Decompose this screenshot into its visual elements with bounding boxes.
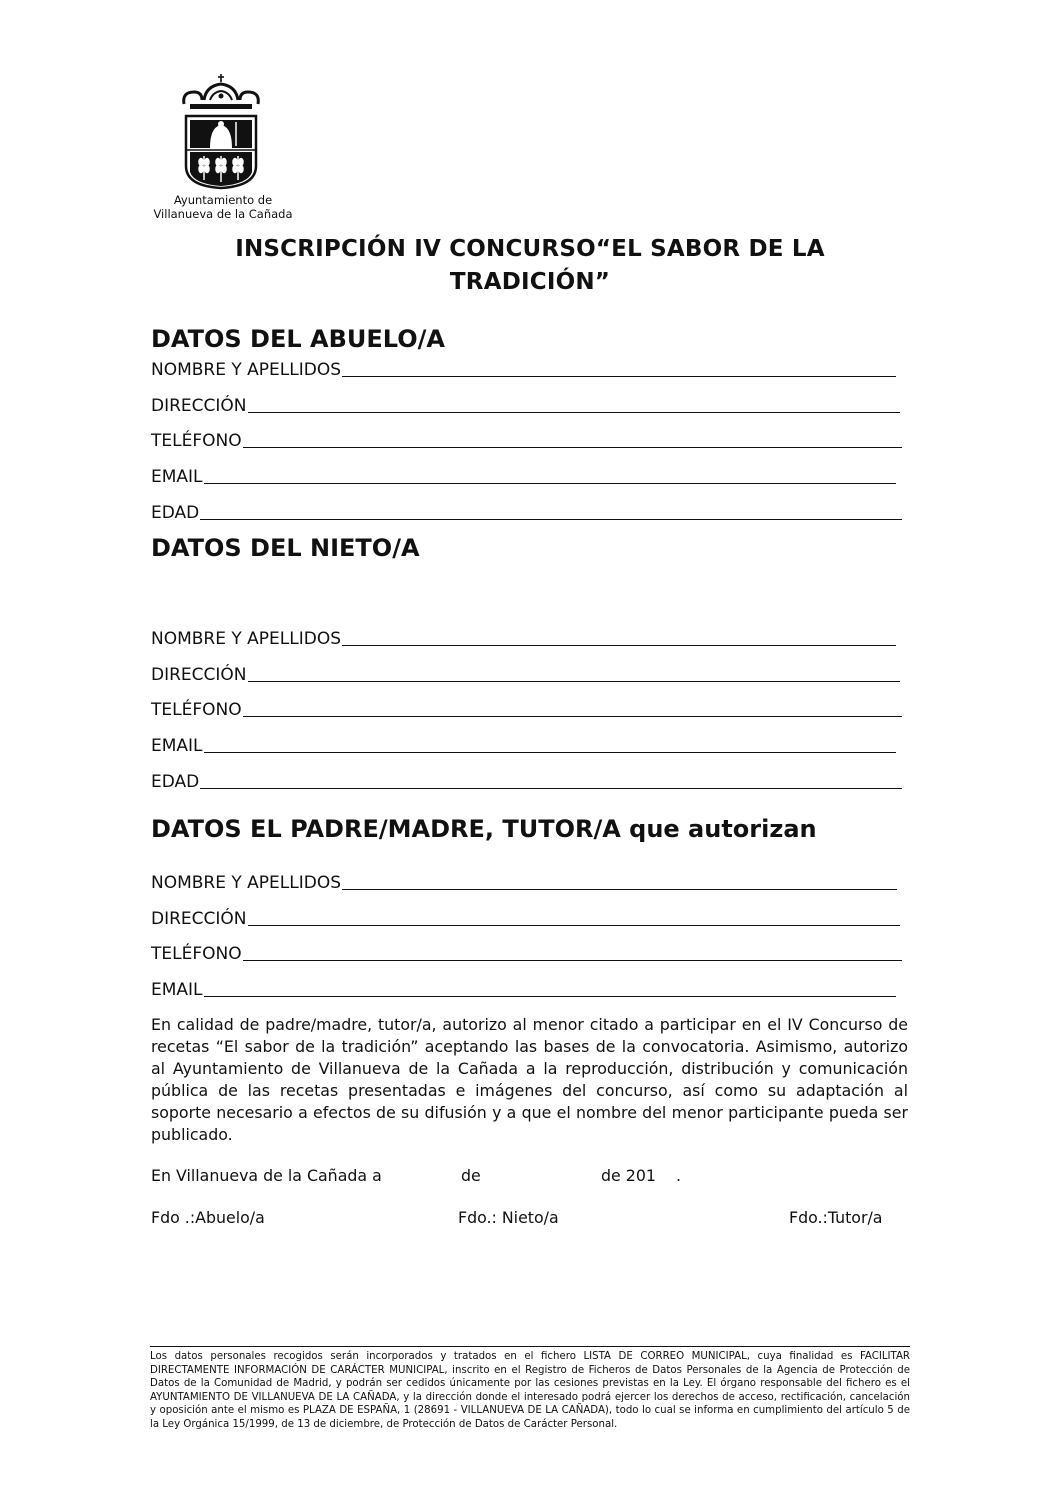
- field-line-input[interactable]: [248, 680, 900, 682]
- section-heading-nieto: DATOS DEL NIETO/A: [151, 534, 420, 562]
- field-label: EDAD: [151, 503, 200, 523]
- org-name-line2: Villanueva de la Cañada: [153, 207, 293, 221]
- field-label: TELÉFONO: [151, 944, 242, 964]
- field-label: TELÉFONO: [151, 431, 242, 451]
- field-row-nieto-nombre: [151, 623, 896, 649]
- field-label: EDAD: [151, 772, 200, 792]
- section-heading-tutor: DATOS EL PADRE/MADRE, TUTOR/A que autorizan: [151, 815, 817, 843]
- field-line-input[interactable]: [342, 888, 897, 890]
- org-name-line1: Ayuntamiento de: [173, 193, 273, 207]
- authorization-paragraph: En calidad de padre/madre, tutor/a, autorizo al menor citado a participar en el IV Concurso de recetas “El sabor de la tradición” aceptando las bases de la convocatoria. Asimismo, autorizo al Ayuntamiento de Villanueva de la Cañada a la reproducción, distribución y comunicación pública de las recetas presentadas e imágenes del concurso, así como su adaptación al soporte necesario a efectos de su difusión y a que el nombre del menor participante pueda ser publicado.: [151, 1015, 908, 1144]
- field-label: NOMBRE Y APELLIDOS: [151, 873, 342, 893]
- field-label: DIRECCIÓN: [151, 665, 247, 685]
- field-line-input[interactable]: [204, 751, 896, 753]
- field-line-input[interactable]: [200, 787, 902, 789]
- field-label: DIRECCIÓN: [151, 909, 247, 929]
- field-label: EMAIL: [151, 467, 203, 487]
- coat-of-arms-logo: [180, 74, 262, 190]
- field-label: EMAIL: [151, 980, 203, 1000]
- signature-nieto: Fdo.: Nieto/a: [458, 1208, 559, 1227]
- field-row-abuelo-telefono: [151, 425, 902, 451]
- field-label: DIRECCIÓN: [151, 396, 247, 416]
- data-protection-notice: Los datos personales recogidos serán incorporados y tratados en el fichero LISTA DE CORREO MUNICIPAL, cuya finalidad es FACILITAR DIRECTAMENTE INFORMACIÓN DE CARÁCTER MUNICIPAL, inscrito en el Registro de Ficheros de Datos Personales de la Agencia de Protección de Datos de la Comunidad de Madrid, y podrán ser cedidos únicamente por las cesiones previstas en la Ley. El órgano responsable del fichero es el AYUNTAMIENTO DE VILLANUEVA DE LA CAÑADA, y la dirección donde el interesado podrá ejercer los derechos de acceso, rectificación, cancelación y oposición ante el mismo es PLAZA DE ESPAÑA, 1 (28691 - VILLANUEVA DE LA CAÑADA), todo lo cual se informa en cumplimiento del artículo 5 de la Ley Orgánica 15/1999, de 13 de diciembre, de Protección de Datos de Carácter Personal.: [150, 1351, 910, 1430]
- field-label: NOMBRE Y APELLIDOS: [151, 360, 342, 380]
- field-row-nieto-telefono: [151, 694, 902, 720]
- form-title-line1: INSCRIPCIÓN IV CONCURSO“EL SABOR DE LA: [235, 236, 825, 262]
- field-line-input[interactable]: [243, 959, 902, 961]
- field-row-nieto-email: [151, 730, 896, 756]
- field-row-nieto-direccion: [151, 659, 900, 685]
- signature-abuelo: Fdo .:Abuelo/a: [151, 1208, 265, 1227]
- field-line-input[interactable]: [243, 446, 902, 448]
- field-row-tutor-direccion: [151, 903, 900, 929]
- field-line-input[interactable]: [342, 375, 896, 377]
- field-row-abuelo-email: [151, 461, 896, 487]
- field-row-abuelo-nombre: [151, 354, 896, 380]
- field-row-abuelo-direccion: [151, 390, 900, 416]
- date-period: .: [676, 1166, 682, 1185]
- field-label: EMAIL: [151, 736, 203, 756]
- field-row-nieto-edad: [151, 766, 902, 792]
- field-row-tutor-email: [151, 974, 896, 1000]
- date-de-text: de: [461, 1166, 481, 1185]
- field-label: NOMBRE Y APELLIDOS: [151, 629, 342, 649]
- field-line-input[interactable]: [204, 482, 896, 484]
- field-line-input[interactable]: [204, 995, 896, 997]
- field-row-tutor-telefono: [151, 938, 902, 964]
- footer-divider: [150, 1346, 910, 1347]
- signature-tutor: Fdo.:Tutor/a: [789, 1208, 883, 1227]
- field-label: TELÉFONO: [151, 700, 242, 720]
- form-title-line2: TRADICIÓN”: [449, 269, 611, 295]
- field-row-tutor-nombre: [151, 867, 897, 893]
- field-line-input[interactable]: [248, 924, 900, 926]
- date-place-text: En Villanueva de la Cañada a: [151, 1166, 382, 1185]
- date-year-text: de 201: [601, 1166, 656, 1185]
- section-heading-abuelo: DATOS DEL ABUELO/A: [151, 325, 445, 353]
- field-row-abuelo-edad: [151, 497, 902, 523]
- field-line-input[interactable]: [342, 644, 896, 646]
- field-line-input[interactable]: [200, 518, 902, 520]
- field-line-input[interactable]: [243, 715, 902, 717]
- field-line-input[interactable]: [248, 411, 900, 413]
